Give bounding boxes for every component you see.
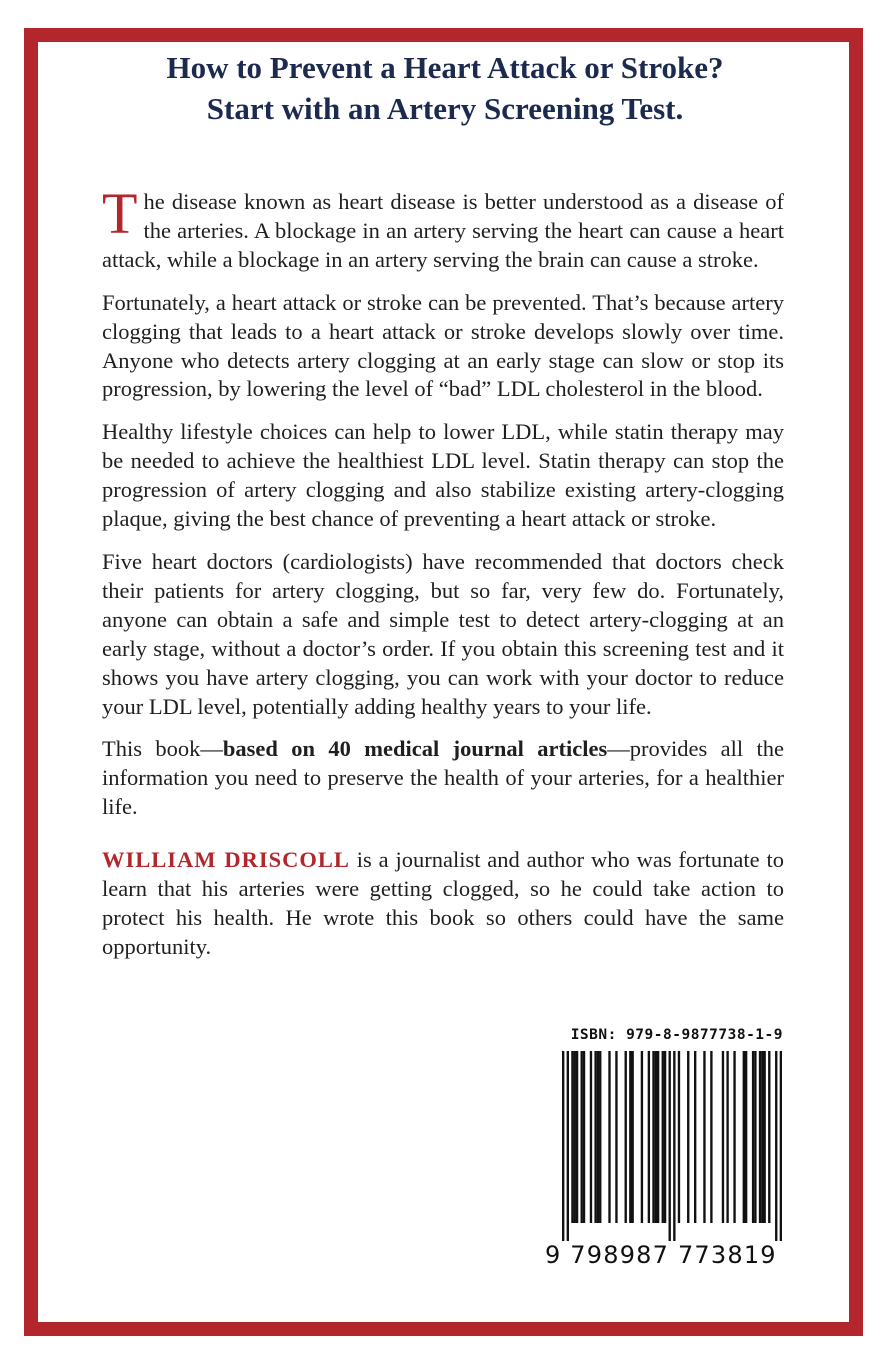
- barcode-digits: 9 798987 773819: [545, 1241, 777, 1269]
- barcode-bar: [657, 1051, 659, 1223]
- paragraph-book-summary: [102, 735, 784, 822]
- barcode-bar: [597, 1051, 599, 1223]
- barcode-bar: [768, 1051, 770, 1223]
- barcode-bar: [571, 1051, 573, 1223]
- barcode-bar: [655, 1051, 657, 1223]
- barcode-bar: [583, 1051, 585, 1223]
- paragraph-statin-therapy: Healthy lifestyle choices can help to lower LDL, while statin therapy may be needed to achieve the healthiest LDL level. Statin therapy can stop the progression of artery clogging and also stabilize existing artery-clogging plaque, giving the best chance of preventing a heart attack or stroke.: [102, 419, 784, 532]
- barcode-bar: [703, 1051, 705, 1223]
- barcode-bar: [733, 1051, 735, 1223]
- author-bio-text: is a journalist and author who was fortunate to learn that his arteries were getting clogged, so he could take action to protect his health. He wrote this book so others could have the same opportunity.: [102, 847, 785, 959]
- barcode-bar: [631, 1051, 633, 1223]
- barcode-bar: [726, 1051, 728, 1223]
- barcode-bar: [629, 1051, 631, 1223]
- barcode-bar: [664, 1051, 666, 1223]
- book-summary-end: —provides all the information you need to preserve the health of your arteries, for a healthier life.: [102, 736, 785, 820]
- headline-line-2: Start with an Artery Screening Test.: [206, 91, 684, 126]
- isbn-label: ISBN: 979-8-9877738-1-9: [570, 1027, 783, 1043]
- barcode-bar: [722, 1051, 724, 1223]
- barcode-bar: [710, 1051, 712, 1223]
- barcode-bar: [759, 1051, 761, 1223]
- barcode-bar: [763, 1051, 765, 1223]
- barcode-bar: [761, 1051, 763, 1223]
- headline: [38, 47, 852, 129]
- barcode-bar: [590, 1051, 592, 1223]
- barcode-bar: [752, 1051, 754, 1223]
- barcode-bar: [652, 1051, 654, 1223]
- barcode-bar: [599, 1051, 601, 1223]
- barcode-guard-bar: [775, 1051, 777, 1241]
- barcode-guard-bar: [567, 1051, 569, 1241]
- barcode-bar: [754, 1051, 756, 1223]
- barcode-bar: [615, 1051, 617, 1223]
- barcode-bar: [662, 1051, 664, 1223]
- drop-cap-letter: T: [102, 181, 138, 246]
- barcode-bar: [743, 1051, 745, 1223]
- barcode-bar: [641, 1051, 643, 1223]
- barcode-bar: [581, 1051, 583, 1223]
- paragraph-screening-test: Five heart doctors (cardiologists) have recommended that doctors check their patients for artery clogging, but so far, very few do. Fortunately, anyone can obtain a safe and simple test to detect artery-clogging at an early stage, without a doctor’s order. If you obtain this screening test and it shows you have artery clogging, you can work with your doctor to reduce your LDL level, potentially adding healthy years to your life.: [102, 548, 784, 719]
- paragraph-author-bio: [102, 846, 784, 962]
- barcode-bar: [574, 1051, 576, 1223]
- barcode-bar: [594, 1051, 596, 1223]
- paragraph-intro: [102, 181, 784, 275]
- barcode-bar: [694, 1051, 696, 1223]
- barcode-guard-bar: [562, 1051, 564, 1241]
- barcode-bar: [576, 1051, 578, 1223]
- barcode-image: [562, 1051, 782, 1241]
- isbn-barcode-block: [545, 1027, 785, 1277]
- barcode-bar: [678, 1051, 680, 1223]
- headline-line-1: How to Prevent a Heart Attack or Stroke?: [166, 50, 724, 85]
- barcode-bar: [608, 1051, 610, 1223]
- book-summary-bold: based on 40 medical journal articles: [222, 736, 608, 762]
- back-cover-text: [102, 181, 785, 976]
- barcode-guard-bar: [780, 1051, 782, 1241]
- barcode-bar: [625, 1051, 627, 1223]
- paragraph-intro-text: he disease known as heart disease is better understood as a disease of the arteries. A blockage in an artery serving the heart can cause a heart attack, while a blockage in an artery serving the brain can cause a stroke.: [102, 189, 784, 272]
- book-summary-start: This book—: [102, 736, 223, 762]
- barcode-guard-bar: [673, 1051, 675, 1241]
- barcode-bar: [745, 1051, 747, 1223]
- barcode-bar: [687, 1051, 689, 1223]
- barcode-guard-bar: [669, 1051, 671, 1241]
- paragraph-prevention: Fortunately, a heart attack or stroke can be prevented. That’s because artery clogging that leads to a heart attack or stroke develops slowly over time. Anyone who detects artery clogging at an early stage can slow or stop its progression, by lowering the level of “bad” LDL cholesterol in the blood.: [102, 289, 784, 402]
- author-name: WILLIAM DRISCOLL: [102, 847, 350, 873]
- barcode-bar: [648, 1051, 650, 1223]
